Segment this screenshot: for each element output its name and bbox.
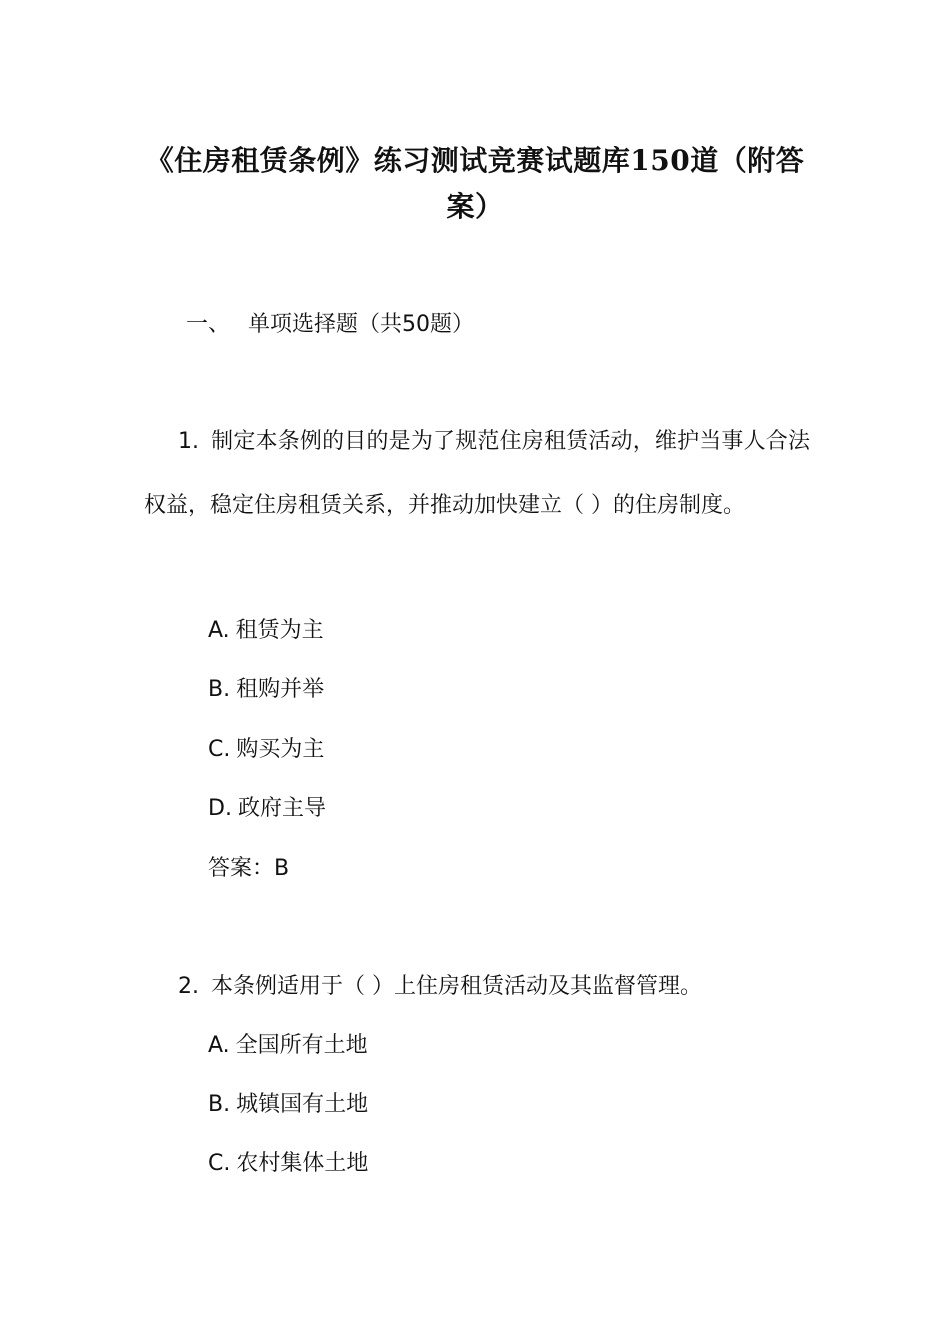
option-text: 城镇国有土地 [236,1092,369,1117]
question-number: 1. [178,429,199,454]
option-b [208,1090,368,1120]
question-number: 2. [178,974,199,999]
option-letter: B. [208,1092,231,1117]
option-letter: D. [208,796,232,821]
option-text: 政府主导 [237,796,326,821]
option-c [208,1149,368,1179]
question-text: 本条例适用于（ ）上住房租赁活动及其监督管理。 [211,974,702,999]
option-letter: C. [208,1151,231,1176]
option-text: 购买为主 [236,737,325,762]
answer-line: 答案：B [208,856,290,881]
option-letter: A. [208,618,230,643]
option-d [208,794,326,824]
question-2 [144,955,810,1019]
option-c [208,735,324,765]
option-letter: A. [208,1033,230,1058]
option-b [208,675,324,705]
option-text: 租赁为主 [235,618,324,643]
question-text: 制定本条例的目的是为了规范住房租赁活动，维护当事人合法权益，稳定住房租赁关系，并推动加快建立（ ）的住房制度。 [144,429,810,518]
option-letter: B. [208,677,231,702]
option-text: 农村集体土地 [236,1151,369,1176]
option-a [208,1031,368,1061]
section-number: 一、 [186,312,231,337]
document-title: 《住房租赁条例》练习测试竞赛试题库150道（附答案） [145,144,805,223]
question-1 [144,410,810,538]
option-text: 租购并举 [236,677,325,702]
option-letter: C. [208,737,231,762]
option-a [208,616,324,646]
section-title: 单项选择题（共50题） [248,312,475,337]
section-heading [186,310,474,340]
option-text: 全国所有土地 [235,1033,368,1058]
